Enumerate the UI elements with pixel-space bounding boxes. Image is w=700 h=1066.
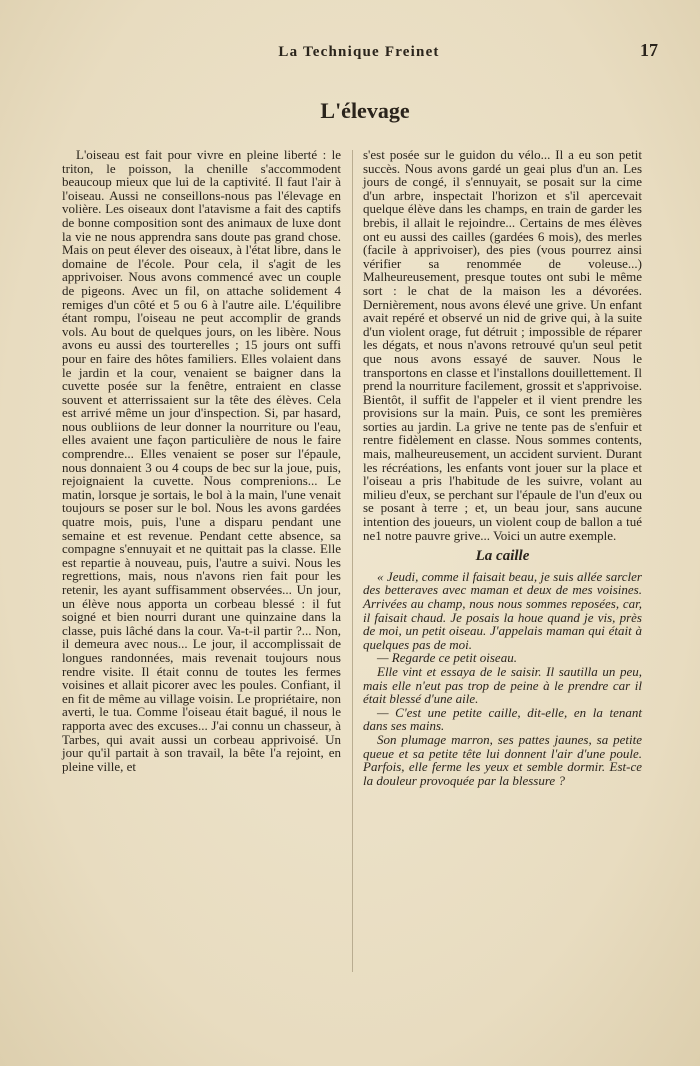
left-column: [62, 148, 341, 773]
story-paragraph: — C'est une petite caille, dit-elle, en la tenant dans ses mains.: [363, 704, 642, 734]
journal-title: La Technique Freinet: [278, 44, 440, 60]
article-title: L'élevage: [320, 98, 410, 123]
right-column-text: s'est posée sur le guidon du vélo... Il a eu son petit succès. Nous avons gardé un geai plus d'un an. Les jours de congé, il s'ennuyait, se posait sur la cime d'un arbre, inspectait l'horizon et s'il apercevait quelque élève dans les champs, en train de garder les brebis, il allait le rejoindre... Certains de mes élèves ont eu aussi des cailles (gardées 6 mois), des merles (facile à apprivoiser), des pies (vous pourrez ainsi vérifier sa renommée de voleuse...) Malheureusement, presque toutes ont subi le même sort : le chat de la maison les a dévorées. Dernièrement, nous avons élevé une grive. Un enfant avait repéré et observé un nid de grive qui, à la suite d'un violent orage, fut détruit ; impossible de réparer les dégats, et nous n'avons retrouvé qu'un seul petit que nous avons essayé de sauver. Nous le transportons en classe et l'installons douillettement. Il prend la nourriture facilement, grossit et s'apprivoise. Bientôt, il suffit de l'appeler et il vient prendre les provisions sur la main. Puis, ce sont les premières sorties au jardin. La grive ne tente pas de s'enfuir et rentre fidèlement en classe. Nous sommes contents, mais, malheureusement, un accident survient. Durant les récréations, les enfants vont jouer sur la place et l'oiseau a pris l'habitude de les suivre, volant au milieu d'eux, se perchant sur l'épaule de l'un d'eux ou se posant à terre ; et, un beau jour, sans aucune intention des joueurs, un violent coup de ballon a tué ne1 notre pauvre grive... Voici un autre exemple.: [363, 147, 642, 543]
column-divider: [352, 150, 353, 972]
running-header: [60, 40, 658, 66]
right-column: [363, 148, 642, 787]
left-column-text: L'oiseau est fait pour vivre en pleine liberté : le triton, le poisson, la chenille s'accommodent beaucoup mieux que lui de la captivité. Il faut l'air à l'oiseau. Aussi ne conseillons-nous pas l'élevage en volière. Les oiseaux dont l'atavisme a fait des captifs de bonne composition sont des animaux de luxe dont la vie ne nous apprendra sans doute pas grand chose. Mais on peut élever des oiseaux, à l'état libre, dans le domaine de l'école. Pour cela, il s'agit de les apprivoiser. Nous avons commencé avec un couple de pigeons. Avec un fil, on attache solidement 4 remiges d'un côté et 5 ou 6 à l'autre aile. L'équilibre étant rompu, l'oiseau ne peut accomplir de grands vols. Au bout de quelques jours, on les libère. Nous avons eu aussi des tourterelles ; 15 jours ont suffi pour en faire des hôtes familiers. Elles volaient dans le jardin et la cour, venaient se baigner dans la cuvette posée sur la fenêtre, entraient en classe souvent et atterrissaient sur la tête des élèves. Cela est arrivé même un jour d'inspection. Si, par hasard, nous oubliions de leur donner la nourriture ou l'eau, elles avaient une façon particulière de nous le faire comprendre... Elles venaient se poser sur l'épaule, nous donnaient 3 ou 4 coups de bec sur la joue, puis, rejoignaient la cuvette. Nous comprenions... Le matin, lorsque je sortais, le bol à la main, l'une venait toujours se poser sur le bol. Nous les avons gardées quatre mois, puis, l'une a disparu pendant une semaine et est revenue. Pendant cette absence, sa compagne s'ennuyait et ne quittait pas la classe. Elle est repartie à nouveau, puis, l'autre a suivi. Nous les regrettions, mais, nous n'avons rien fait pour les retenir, les ayant suffisamment observées... Un jour, un élève nous apporta un corbeau blessé : il fut soigné et bien nourri durant une quinzaine dans la classe, puis lâché dans la cour. Va-t-il partir ?... Non, il demeura avec nous... Le jour, il accomplissait de longues randonnées, mais revenait toujours nous rendre visite. Il était connu de toutes les fermes voisines et allait picorer avec les poules. Confiant, il en fit de même au village voisin. Le propriétaire, non averti, le tua. Comme l'oiseau était bagué, il nous le rapporta avec des excuses... J'ai connu un chasseur, à Tarbes, qui avait aussi un corbeau apprivoisé. Un jour qu'il partait à son travail, la bête l'a rejoint, en pleine ville, et: [62, 147, 341, 774]
page-number: 17: [640, 40, 658, 60]
story-paragraph: — Regarde ce petit oiseau.: [377, 650, 517, 666]
story-paragraph: « Jeudi, comme il faisait beau, je suis allée sarcler des betteraves avec maman et deux de mes voisines. Arrivées au champ, nous nous sommes reposées, car, il faisait chaud. Je posais la houe quand je vis, près de moi, un petit oiseau. J'appelais maman qui était à quelques pas de moi.: [363, 568, 642, 652]
story-paragraph: Son plumage marron, ses pattes jaunes, sa petite queue et sa petite tête lui donnent l'air d'une poule. Parfois, elle ferme les yeux et semble dormir. Est-ce la douleur provoquée par la blessure ?: [363, 731, 642, 788]
story-paragraph: Elle vint et essaya de le saisir. Il sautilla un peu, mais elle n'eut pas trop de peine à le prendre car il était blessé d'une aile.: [363, 663, 642, 707]
subheading-la-caille: La caille: [475, 548, 530, 565]
